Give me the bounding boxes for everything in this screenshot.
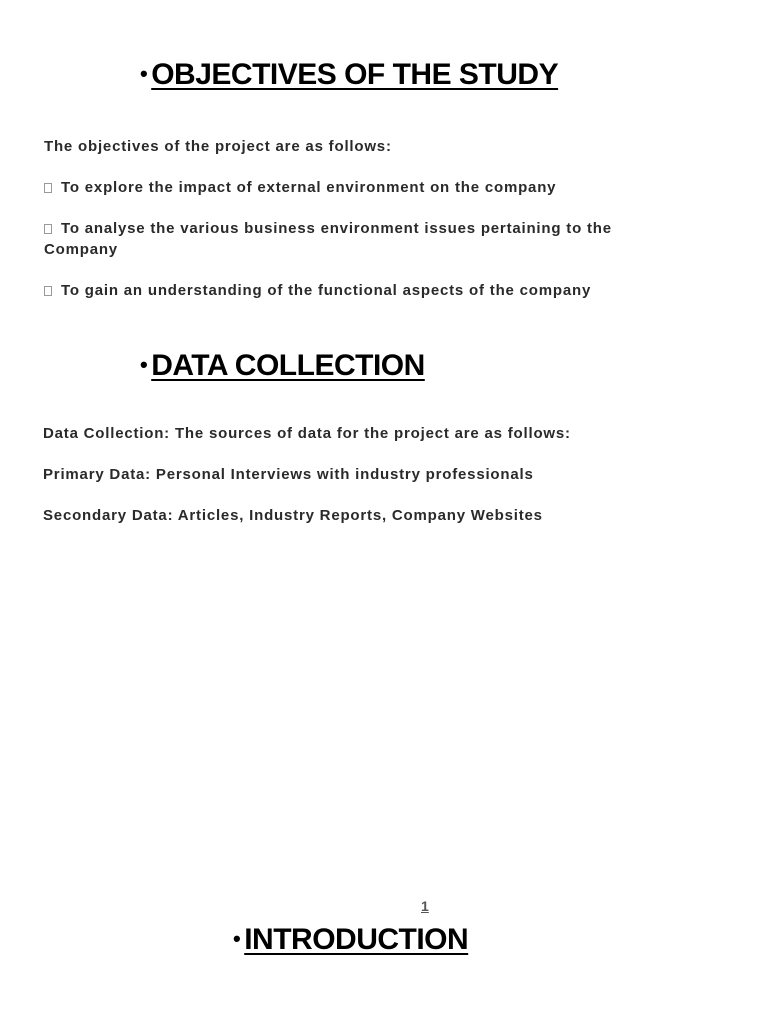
data-collection-line-3: Secondary Data: Articles, Industry Reports, Company Websites [43, 507, 543, 524]
data-collection-line-2: Primary Data: Personal Interviews with industry professionals [43, 466, 534, 483]
data-collection-title: DATA COLLECTION [151, 349, 425, 382]
objective-item-2 [44, 218, 684, 260]
objectives-intro: The objectives of the project are as follows: [44, 138, 392, 155]
data-collection-heading [140, 351, 425, 381]
heading-bullet: • [140, 352, 148, 378]
introduction-title: INTRODUCTION [244, 923, 469, 956]
objectives-title: OBJECTIVES OF THE STUDY [151, 58, 559, 91]
data-collection-line-1: Data Collection: The sources of data for the project are as follows: [43, 425, 571, 442]
objective-item-text: To gain an understanding of the functional aspects of the company [61, 282, 592, 299]
heading-bullet: • [233, 926, 241, 952]
objective-item-text: To explore the impact of external environment on the company [61, 179, 557, 196]
objectives-heading [140, 60, 558, 90]
bullet-box-icon [44, 224, 52, 234]
bullet-box-icon [44, 286, 52, 296]
heading-bullet: • [140, 61, 148, 87]
objective-item-3 [44, 280, 684, 301]
introduction-heading [233, 925, 468, 955]
page-number: 1 [421, 898, 429, 914]
objective-item-text: To analyse the various business environment issues pertaining to the Company [44, 220, 612, 258]
objective-item-1 [44, 177, 684, 198]
bullet-box-icon [44, 183, 52, 193]
